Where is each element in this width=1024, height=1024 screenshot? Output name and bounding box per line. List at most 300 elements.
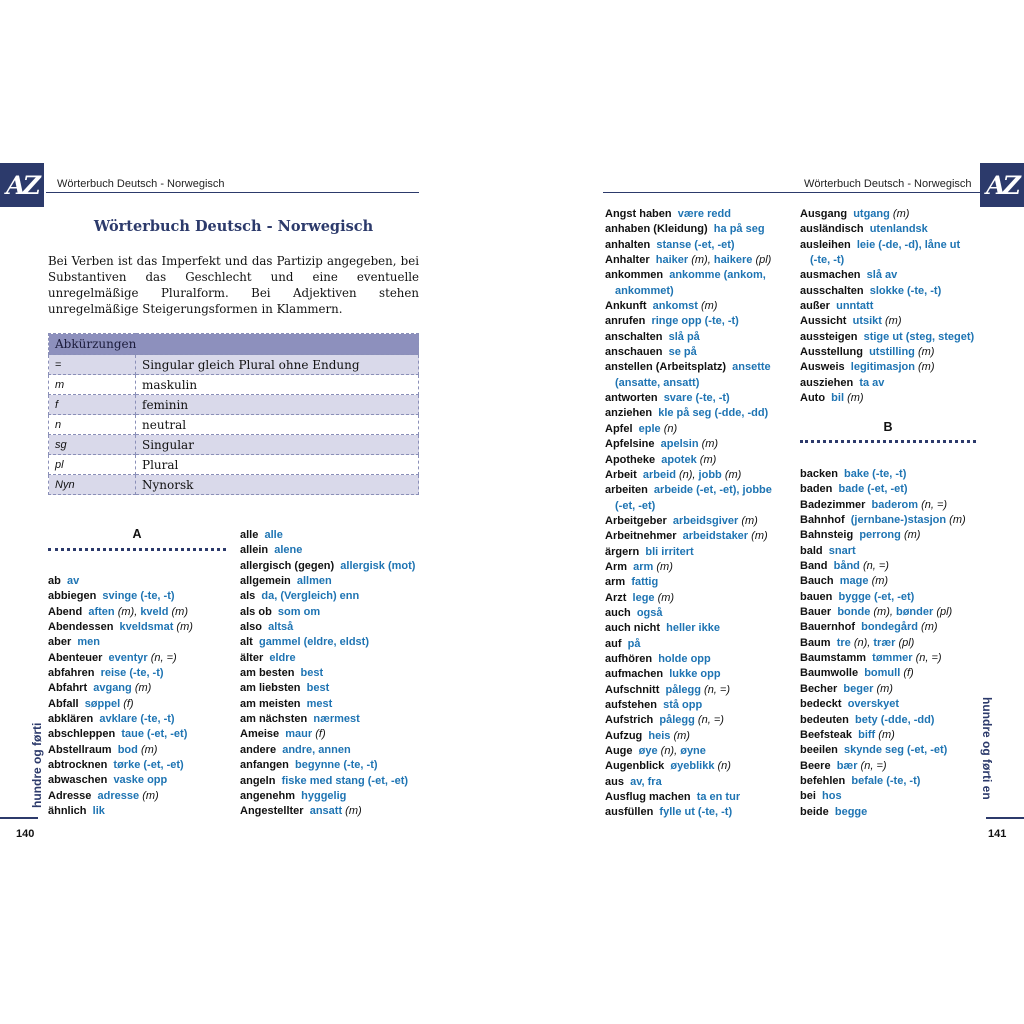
dictionary-entry — [605, 238, 805, 253]
dictionary-entry — [240, 789, 440, 804]
grammar-note: (pl) — [898, 636, 915, 649]
german-headword: Band — [800, 560, 828, 573]
german-headword: Ausflug machen — [605, 791, 691, 804]
norwegian-translation: reise (-te, -t) — [100, 667, 164, 680]
german-headword: Baum — [800, 636, 831, 649]
dictionary-entry — [605, 698, 805, 713]
norwegian-translation: mage — [839, 575, 869, 588]
dictionary-entry — [800, 238, 1000, 253]
german-headword: älter — [240, 651, 264, 664]
norwegian-translation: av, fra — [630, 775, 662, 788]
norwegian-translation: som om — [277, 605, 321, 618]
german-headword: Ausstellung — [800, 346, 863, 359]
norwegian-translation: tømmer — [872, 652, 913, 665]
dictionary-entry — [48, 773, 248, 788]
grammar-note: (m) — [673, 729, 690, 742]
dictionary-entry — [800, 314, 1000, 329]
norwegian-translation: haiker — [655, 254, 689, 267]
dictionary-entry — [800, 222, 1000, 237]
dictionary-entry — [800, 605, 1000, 620]
norwegian-translation: ankomme (ankom, — [669, 269, 766, 282]
dictionary-entry — [605, 790, 805, 805]
dictionary-entry — [605, 499, 805, 514]
dictionary-entry — [240, 589, 440, 604]
german-headword: Beere — [800, 759, 831, 772]
norwegian-translation: utgang — [853, 208, 890, 220]
norwegian-translation: (ansatte, ansatt) — [615, 376, 700, 389]
german-headword: außer — [800, 300, 830, 313]
dictionary-entry — [605, 713, 805, 728]
grammar-note: (m) — [142, 789, 159, 802]
norwegian-translation: legitimasjon — [850, 361, 915, 374]
norwegian-translation: pålegg — [665, 683, 701, 696]
norwegian-translation: kveldsmat — [119, 621, 174, 634]
dictionary-entry — [605, 775, 805, 790]
norwegian-translation: lege — [632, 591, 655, 604]
norwegian-translation: andre, annen — [282, 743, 351, 756]
german-headword: am liebsten — [240, 682, 301, 695]
grammar-note: (m) — [949, 514, 966, 527]
german-headword: backen — [800, 468, 838, 480]
entry-column-4-b — [800, 467, 1000, 820]
dictionary-entry — [605, 667, 805, 682]
norwegian-translation: perrong — [859, 529, 901, 542]
norwegian-translation: bomull — [864, 667, 901, 680]
dictionary-entry — [800, 330, 1000, 345]
dictionary-entry — [800, 789, 1000, 804]
german-headword: Bahnsteig — [800, 529, 854, 542]
grammar-note: (n) — [663, 422, 678, 435]
norwegian-translation: snart — [828, 544, 856, 557]
dictionary-entry — [240, 743, 440, 758]
german-headword: als ob — [240, 605, 272, 618]
norwegian-translation: bonde — [837, 606, 871, 619]
norwegian-translation: fiske med stang (-et, -et) — [281, 774, 409, 787]
page-number-left: 140 — [16, 828, 35, 840]
german-headword: ab — [48, 575, 61, 587]
german-headword: auf — [605, 637, 622, 650]
norwegian-translation: slå av — [866, 269, 898, 282]
norwegian-translation: slå på — [668, 330, 700, 343]
german-headword: auch nicht — [605, 622, 661, 635]
grammar-note: (m), — [117, 605, 138, 618]
german-headword: antworten — [605, 392, 658, 405]
grammar-note: (n), — [853, 636, 871, 649]
dictionary-entry — [800, 498, 1000, 513]
german-headword: Auto — [800, 392, 826, 405]
norwegian-translation: best — [306, 682, 330, 695]
norwegian-translation: heller ikke — [666, 622, 720, 635]
norwegian-translation: hos — [822, 790, 842, 803]
dictionary-entry — [240, 712, 440, 727]
grammar-note: (n, =) — [862, 560, 889, 573]
norwegian-translation: eple — [638, 422, 661, 435]
german-headword: Ankunft — [605, 300, 647, 313]
dictionary-entry — [240, 804, 440, 819]
grammar-note: (m) — [699, 453, 717, 466]
german-headword: aussteigen — [800, 330, 858, 343]
dictionary-entry — [800, 620, 1000, 635]
german-headword: andere — [240, 743, 277, 756]
norwegian-translation: lik — [92, 805, 105, 818]
german-headword: Baumwolle — [800, 667, 859, 680]
dictionary-entry — [800, 743, 1000, 758]
norwegian-translation: altså — [268, 621, 294, 634]
dictionary-entry — [605, 360, 805, 375]
grammar-note: (m), — [873, 606, 893, 619]
german-headword: ausländisch — [800, 223, 864, 236]
norwegian-translation: taue (-et, -et) — [121, 728, 188, 741]
grammar-note: (m) — [176, 621, 193, 634]
dictionary-entry — [48, 620, 248, 635]
page-number-words-left: hundre og førti — [30, 722, 44, 808]
grammar-note: (n, =) — [860, 759, 887, 772]
german-headword: Augenblick — [605, 760, 665, 773]
dictionary-entry — [48, 743, 248, 758]
dictionary-entry — [800, 574, 1000, 589]
norwegian-translation: arbeidsgiver — [672, 514, 739, 527]
dictionary-entry — [605, 729, 805, 744]
dictionary-entry — [48, 635, 248, 650]
norwegian-translation: bli irritert — [645, 545, 694, 558]
german-headword: also — [240, 621, 263, 634]
norwegian-translation: øye — [638, 745, 658, 758]
german-headword: aber — [48, 636, 72, 649]
dictionary-entry — [240, 666, 440, 681]
german-headword: aufmachen — [605, 668, 664, 681]
german-headword: Aufschnitt — [605, 683, 660, 696]
grammar-note: (m) — [700, 300, 718, 313]
az-logo: AZ — [0, 163, 44, 207]
norwegian-translation: kveld — [140, 605, 169, 618]
grammar-note: (n, =) — [704, 683, 731, 696]
german-headword: aus — [605, 775, 624, 788]
dictionary-entry — [48, 697, 248, 712]
grammar-note: (m) — [885, 315, 902, 328]
norwegian-translation: maur — [285, 728, 313, 741]
norwegian-translation: bod — [117, 743, 138, 756]
german-headword: ankommen — [605, 269, 664, 282]
german-headword: Abfall — [48, 697, 79, 710]
german-headword: Apfel — [605, 422, 633, 435]
norwegian-translation: tre — [836, 636, 851, 649]
dictionary-entry — [800, 559, 1000, 574]
norwegian-translation: arbeide (-et, -et), jobbe — [653, 484, 772, 497]
norwegian-translation: allergisk (mot) — [340, 559, 416, 572]
german-headword: Aufzug — [605, 729, 643, 742]
german-headword: auch — [605, 606, 631, 619]
german-headword: Abfahrt — [48, 682, 88, 695]
dictionary-entry — [48, 712, 248, 727]
dictionary-entry — [605, 314, 805, 329]
norwegian-translation: slokke (-te, -t) — [869, 284, 942, 297]
german-headword: ausziehen — [800, 376, 854, 389]
norwegian-translation: ta en tur — [696, 791, 741, 804]
grammar-note: (m) — [701, 438, 719, 451]
dictionary-entry — [605, 299, 805, 314]
dictionary-entry — [240, 697, 440, 712]
running-title-right: Wörterbuch Deutsch - Norwegisch — [804, 178, 972, 190]
grammar-note: (n, =) — [915, 652, 942, 665]
dictionary-entry — [800, 651, 1000, 666]
norwegian-translation: bake (-te, -t) — [844, 468, 907, 480]
german-headword: allgemein — [240, 575, 291, 588]
german-headword: am meisten — [240, 697, 301, 710]
footer-rule-right — [986, 817, 1024, 819]
dictionary-entry — [48, 804, 248, 819]
norwegian-translation: vaske opp — [113, 774, 168, 787]
german-headword: Bauernhof — [800, 621, 855, 634]
german-headword: Bahnhof — [800, 514, 845, 527]
grammar-note: (m) — [878, 728, 895, 741]
dictionary-entry — [605, 253, 805, 268]
german-headword: Ausweis — [800, 361, 845, 374]
dictionary-entry — [605, 652, 805, 667]
german-headword: aufhören — [605, 652, 653, 665]
german-headword: alle — [240, 529, 259, 541]
german-headword: Arzt — [605, 591, 627, 604]
grammar-note: (n), — [660, 745, 678, 758]
german-headword: ausfüllen — [605, 806, 654, 819]
german-headword: alt — [240, 636, 253, 649]
german-headword: Ausgang — [800, 208, 848, 220]
norwegian-translation: befale (-te, -t) — [851, 774, 921, 787]
dictionary-entry — [800, 666, 1000, 681]
norwegian-translation: (-et, -et) — [615, 499, 656, 512]
dictionary-entry — [605, 759, 805, 774]
dictionary-entry — [605, 468, 805, 483]
dictionary-entry — [800, 299, 1000, 314]
dictionary-entry — [605, 637, 805, 652]
german-headword: Arbeit — [605, 468, 637, 481]
norwegian-translation: haikere — [713, 254, 753, 267]
grammar-note: (f) — [123, 697, 134, 710]
dictionary-entry — [48, 666, 248, 681]
grammar-note: (m) — [741, 514, 758, 527]
section-divider — [800, 440, 976, 443]
section-heading-b: B — [883, 420, 893, 434]
page-number-right: 141 — [988, 828, 1007, 840]
norwegian-translation: alle — [264, 529, 283, 541]
grammar-note: (pl) — [936, 606, 953, 619]
grammar-note: (m) — [918, 361, 935, 374]
dictionary-entry — [48, 727, 248, 742]
norwegian-translation: ankommet) — [615, 284, 674, 297]
dictionary-entry — [605, 330, 805, 345]
german-headword: bedeuten — [800, 713, 849, 726]
dictionary-entry — [800, 268, 1000, 283]
norwegian-translation: søppel — [84, 697, 121, 710]
grammar-note: (m) — [892, 208, 910, 220]
dictionary-entry — [800, 805, 1000, 820]
dictionary-entry — [605, 345, 805, 360]
german-headword: angenehm — [240, 789, 296, 802]
dictionary-entry — [240, 605, 440, 620]
dictionary-entry — [800, 467, 1000, 482]
german-headword: beeilen — [800, 744, 838, 757]
table-row: m maskulin — [49, 375, 419, 395]
norwegian-translation: jobb — [698, 468, 722, 481]
dictionary-entry — [48, 574, 248, 589]
grammar-note: (m) — [921, 621, 938, 634]
german-headword: anhalten — [605, 238, 651, 251]
dictionary-entry — [605, 744, 805, 759]
norwegian-translation: unntatt — [836, 300, 874, 313]
norwegian-translation: bil — [831, 392, 845, 405]
norwegian-translation: ansatt — [309, 805, 343, 818]
grammar-note: (m) — [847, 392, 864, 405]
grammar-note: (m) — [134, 682, 152, 695]
grammar-note: (m) — [903, 529, 921, 542]
dictionary-entry — [605, 376, 805, 391]
norwegian-translation: lukke opp — [669, 668, 721, 681]
norwegian-translation: alene — [274, 544, 303, 557]
az-logo: AZ — [980, 163, 1024, 207]
german-headword: befehlen — [800, 774, 846, 787]
german-headword: allergisch (gegen) — [240, 559, 335, 572]
german-headword: ausmachen — [800, 269, 861, 282]
dictionary-entry — [240, 681, 440, 696]
german-headword: abfahren — [48, 667, 95, 680]
dictionary-entry — [800, 774, 1000, 789]
german-headword: arm — [605, 576, 626, 589]
norwegian-translation: best — [300, 667, 324, 680]
grammar-note: (m) — [171, 605, 189, 618]
grammar-note: (m) — [140, 743, 158, 756]
norwegian-translation: eldre — [269, 651, 296, 664]
german-headword: Beefsteak — [800, 728, 852, 741]
german-headword: aufstehen — [605, 699, 657, 711]
dictionary-entry — [605, 268, 805, 283]
german-headword: Angestellter — [240, 805, 304, 818]
grammar-note: (m) — [657, 591, 675, 604]
norwegian-translation: ha på seg — [713, 223, 765, 236]
dictionary-entry — [240, 574, 440, 589]
norwegian-translation: baderom — [871, 498, 919, 511]
entry-column-3 — [605, 207, 805, 821]
german-headword: Badezimmer — [800, 498, 866, 511]
german-headword: Aussicht — [800, 315, 847, 328]
norwegian-translation: arm — [633, 560, 654, 573]
dictionary-entry — [605, 207, 805, 222]
running-title-left: Wörterbuch Deutsch - Norwegisch — [57, 178, 225, 190]
german-headword: Auge — [605, 745, 633, 758]
dictionary-entry — [240, 543, 440, 558]
norwegian-translation: apotek — [661, 453, 697, 466]
dictionary-entry — [240, 528, 440, 543]
dictionary-entry — [800, 682, 1000, 697]
german-headword: Abend — [48, 605, 83, 618]
norwegian-translation: se på — [668, 346, 697, 359]
norwegian-translation: ta av — [859, 376, 885, 389]
footer-rule-left — [0, 817, 38, 819]
german-headword: ausleihen — [800, 238, 851, 251]
german-headword: Abendessen — [48, 621, 114, 634]
norwegian-translation: svare (-te, -t) — [663, 392, 730, 405]
norwegian-translation: nærmest — [313, 713, 360, 726]
dictionary-entry — [605, 483, 805, 498]
grammar-note: (f) — [903, 667, 914, 680]
norwegian-translation: (-te, -t) — [810, 254, 845, 267]
dictionary-entry — [605, 545, 805, 560]
norwegian-translation: gammel (eldre, eldst) — [258, 636, 370, 649]
german-headword: Anhalter — [605, 254, 650, 267]
norwegian-translation: mest — [306, 697, 333, 710]
grammar-note: (n) — [717, 760, 731, 773]
dictionary-entry — [240, 774, 440, 789]
grammar-note: (m) — [751, 530, 768, 543]
norwegian-translation: bondegård — [861, 621, 918, 634]
german-headword: Adresse — [48, 789, 92, 802]
german-headword: Apotheke — [605, 453, 656, 466]
table-row: f feminin — [49, 395, 419, 415]
dictionary-entry — [605, 560, 805, 575]
german-headword: bei — [800, 790, 816, 803]
german-headword: ähnlich — [48, 805, 87, 818]
norwegian-translation: fattig — [631, 576, 659, 589]
norwegian-translation: på — [627, 637, 641, 650]
dictionary-entry — [800, 759, 1000, 774]
german-headword: anschalten — [605, 330, 663, 343]
grammar-note: (m) — [871, 575, 889, 588]
norwegian-translation: aften — [88, 605, 115, 618]
entry-column-2 — [240, 528, 440, 820]
norwegian-translation: heis — [648, 729, 671, 742]
dictionary-entry — [605, 621, 805, 636]
german-headword: angeln — [240, 774, 276, 787]
dictionary-entry — [800, 345, 1000, 360]
german-headword: ärgern — [605, 545, 640, 558]
dictionary-entry — [605, 514, 805, 529]
entry-column-4-a — [800, 207, 1000, 406]
dictionary-entry — [800, 697, 1000, 712]
grammar-note: (n, =) — [150, 651, 177, 664]
german-headword: anhaben (Kleidung) — [605, 223, 708, 236]
dictionary-entry — [800, 376, 1000, 391]
grammar-note: (m) — [917, 346, 935, 359]
german-headword: Arbeitnehmer — [605, 530, 677, 543]
german-headword: anschauen — [605, 346, 663, 359]
german-headword: am nächsten — [240, 713, 308, 726]
norwegian-translation: stanse (-et, -et) — [656, 238, 735, 251]
german-headword: Apfelsine — [605, 438, 655, 451]
norwegian-translation: skynde seg (-et, -et) — [844, 744, 948, 757]
norwegian-translation: trær — [873, 636, 896, 649]
norwegian-translation: ankomst — [652, 300, 698, 313]
dictionary-entry — [800, 482, 1000, 497]
norwegian-translation: begge — [834, 805, 868, 818]
norwegian-translation: beger — [843, 682, 874, 695]
dictionary-entry — [800, 253, 1000, 268]
grammar-note: (f) — [315, 728, 326, 741]
norwegian-translation: ringe opp (-te, -t) — [651, 315, 739, 328]
dictionary-entry — [605, 683, 805, 698]
table-row: pl Plural — [49, 455, 419, 475]
dictionary-entry — [800, 544, 1000, 559]
norwegian-translation: også — [636, 606, 663, 619]
norwegian-translation: bånd — [833, 560, 860, 573]
norwegian-translation: arbeidstaker — [682, 530, 749, 543]
dictionary-entry — [800, 207, 1000, 222]
header-rule-left — [46, 192, 419, 193]
german-headword: am besten — [240, 667, 295, 680]
dictionary-entry — [605, 453, 805, 468]
norwegian-translation: da, (Vergleich) enn — [261, 590, 360, 603]
grammar-note: (m), — [691, 254, 711, 267]
german-headword: Abenteuer — [48, 651, 103, 664]
german-headword: bedeckt — [800, 698, 842, 711]
dictionary-entry — [48, 589, 248, 604]
